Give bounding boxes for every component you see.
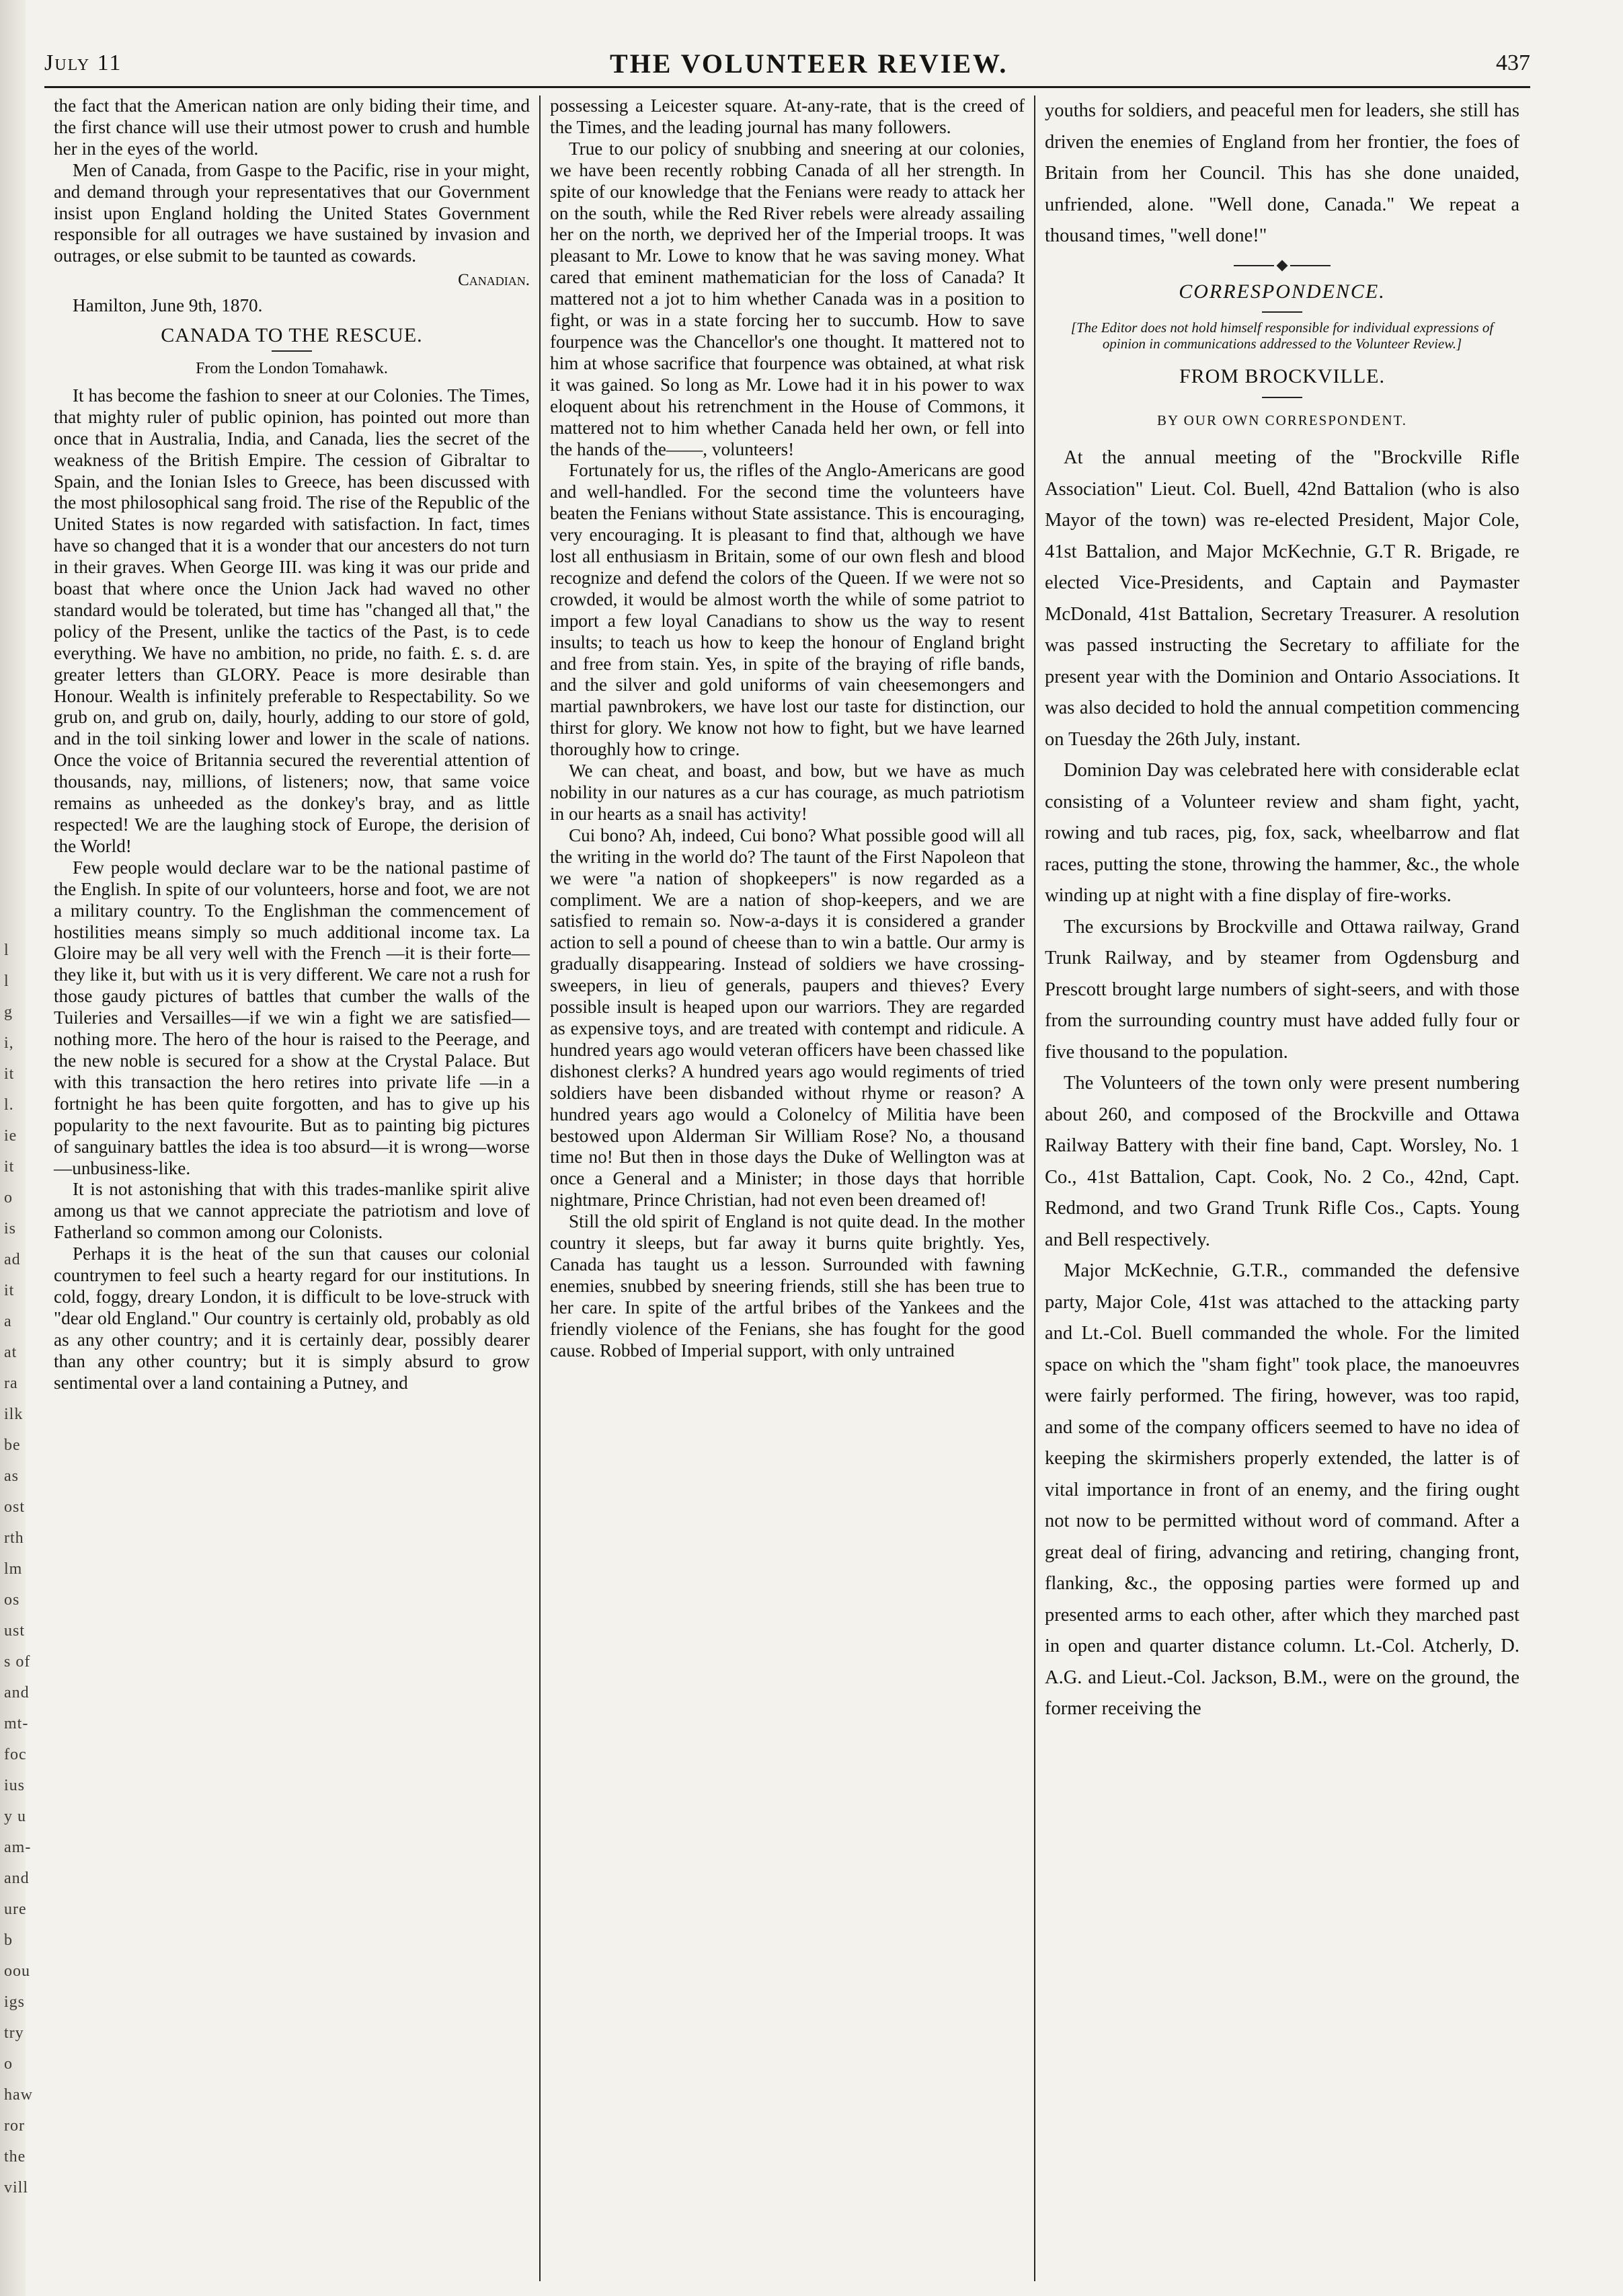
header-rule	[44, 86, 1530, 88]
margin-fragment: am-	[4, 1839, 32, 1856]
margin-fragment: oou	[4, 1962, 30, 1980]
margin-fragment: it	[4, 1158, 15, 1176]
margin-fragment: igs	[4, 1993, 26, 2011]
editor-disclaimer: [The Editor does not hold himself responsible for individual expressions of opinion in communications addressed to the Volunteer Review.]	[1070, 319, 1494, 352]
paragraph: Cui bono? Ah, indeed, Cui bono? What possible good will all the writing in the world do? The taunt of the First Napoleon that we were "a nation of shopkeepers" is now regarded as a compliment. We are a nation of shop-keepers, and we are satisfied to remain so. Now-a-days it is considered a grander action to sell a pound of cheese than to win a battle. Our army is gradually disappearing. Instead of soldiers we have crossing-sweepers, in lieu of generals, paupers and thieves? Every possible insult is heaped upon our warriors. They are regarded as expensive toys, and are treated with contempt and ridicule. A hundred years ago would veteran officers have been chassed like dishonest clerks? A hundred years ago would regiments of tried soldiers have been disbanded without rhyme or reason? A hundred years ago would a Colonelcy of Militia have been bestowed upon Alderman Sir William Rose? No, a thousand time no! But then in those days the Duke of Wellington was at once a General and a Minister; in those days that horrible nightmare, Prince Christian, had not even been dreamed of!	[550, 825, 1025, 1211]
margin-fragment: ra	[4, 1375, 18, 1392]
margin-fragment: the	[4, 2148, 26, 2166]
margin-fragment: o	[4, 2055, 13, 2073]
margin-fragment: l	[4, 972, 9, 990]
margin-fragment: o	[4, 1189, 13, 1207]
letter-signature: Canadian.	[458, 271, 530, 290]
margin-fragment: ost	[4, 1498, 26, 1516]
margin-fragment: foc	[4, 1746, 27, 1763]
paragraph: It has become the fashion to sneer at our Colonies. The Times, that mighty ruler of public opinion, has pointed out more than once that in Australia, India, and Canada, lies the secret of the weakness of the British Empire. The cession of Gibraltar to Spain, and the Ionian Isles to Greece, has been discussed with the most philosophical sang froid. The rise of the Republic of the United States is now regarded with satisfaction. In fact, times have so changed that it is a wonder that our ancesters do not turn in their graves. When George III. was king it was our pride and boast that where once the Union Jack had waved no other standard would be tolerated, but time has "changed all that," the policy of the Present, unlike the tactics of the Past, is to cede everything. We have no ambition, no pride, no faith. £. s. d. are greater letters than GLORY. Peace is more desirable than Honour. Wealth is infinitely preferable to Respectability. So we grub on, and grub on, daily, hourly, adding to our store of gold, and in the toil sinking lower and lower in the scale of nations. Once the voice of Britannia secured the reverential attention of thousands, nay, millions, of listeners; now, that same voice remains as unheeded as the donkey's bray, and as little respected! We are the laughing stock of Europe, the derision of the World!	[54, 385, 530, 856]
paragraph: Men of Canada, from Gaspe to the Pacific, rise in your might, and demand through your representatives that our Government insist upon England holding the United States Government responsible for all outrages we have sustained by invasion and outrages, or else submit to be taunted as cowards.	[54, 159, 530, 266]
margin-fragment: i,	[4, 1034, 14, 1052]
margin-fragment: is	[4, 1220, 17, 1237]
article-title: FROM BROCKVILLE.	[1179, 365, 1386, 387]
margin-fragment: and	[4, 1684, 30, 1701]
paragraph: Perhaps it is the heat of the sun that causes our colonial countrymen to feel such a hearty regard for our institutions. In cold, foggy, dreary London, it is difficult to be love-struck with "dear old England." Our country is certainly old, probably as old as any other country; and it is certainly dear, possibly dearer than any other country; but it is simply absurd to grow sentimental over a land containing a Putney, and	[54, 1243, 530, 1393]
paragraph: Still the old spirit of England is not quite dead. In the mother country it sleeps, but far away it burns quite brightly. Yes, Canada has taught us a lesson. Surrounded with fawning enemies, snubbed by sneering friends, still she has been true to her care. In spite of the artful bribes of the Yankees and the friendly violence of the Fenians, she has fought for the good cause. Robbed of Imperial support, with only untrained	[550, 1211, 1025, 1361]
article-byline: BY OUR OWN CORRESPONDENT.	[1156, 412, 1407, 428]
title-rule	[272, 350, 312, 352]
column-3	[1034, 95, 1529, 2281]
margin-fragment: vill	[4, 2179, 29, 2196]
section-title: CORRESPONDENCE.	[1179, 280, 1386, 303]
margin-fragment: ie	[4, 1127, 17, 1145]
text-columns	[44, 95, 1530, 2281]
paragraph: The Volunteers of the town only were present numbering about 260, and composed of the Brockville and Ottawa Railway Battery with their fine band, Capt. Worsley, No. 1 Co., 41st Battalion, Capt. Cook, No. 2 Co., 42nd, Capt. Redmond, and two Grand Trunk Rifle Cos., Capts. Young and Bell respectively.	[1045, 1073, 1519, 1250]
margin-fragment: ust	[4, 1622, 26, 1640]
margin-fragment: l	[4, 942, 9, 959]
paragraph: We can cheat, and boast, and bow, but we have as much nobility in our natures as a cur has courage, as much patriotism in our hearts as a snail has activity!	[550, 761, 1025, 824]
paragraph: possessing a Leicester square. At-any-rate, that is the creed of the Times, and the leading journal has many followers.	[550, 95, 1025, 137]
margin-fragment: l.	[4, 1096, 14, 1114]
paragraph: Major McKechnie, G.T.R., commanded the defensive party, Major Cole, 41st was attached to the attacking party and Lt.-Col. Buell commanded the whole. For the limited space on which the "sham fight" took place, the manoeuvres were fairly performed. The firing, however, was too rapid, and some of the company officers seemed to have no idea of keeping the skirmishers properly extended, the latter is of vital importance in front of an enemy, and the firing ought not now to be permitted without word of command. After a great deal of firing, advancing and retiring, changing front, flanking, &c., the opposing parties were formed up and presented arms to each other, after which they marched past in open and quarter distance column. Lt.-Col. Atcherly, D. A.G. and Lieut.-Col. Jackson, B.M., were on the ground, the former receiving the	[1045, 1260, 1519, 1719]
margin-fragment: a	[4, 1313, 12, 1330]
ornament-divider	[1045, 262, 1519, 270]
margin-fragment: ure	[4, 1901, 27, 1918]
running-header	[44, 43, 1530, 83]
margin-fragment: it	[4, 1065, 15, 1083]
margin-fragment: os	[4, 1591, 20, 1609]
margin-fragment: s of	[4, 1653, 31, 1671]
section-rule	[1262, 311, 1302, 313]
article-title: CANADA TO THE RESCUE.	[161, 324, 423, 347]
binding-margin	[0, 0, 29, 2296]
margin-fragment: mt-	[4, 1715, 29, 1732]
margin-fragment: be	[4, 1437, 21, 1454]
paragraph: the fact that the American nation are only biding their time, and the first chance will use their utmost power to crush and humble her in the eyes of the world.	[54, 95, 530, 159]
margin-fragment: rth	[4, 1529, 24, 1547]
margin-fragment: lm	[4, 1560, 23, 1578]
paragraph: The excursions by Brockville and Ottawa railway, Grand Trunk Railway, and by steamer from Ogdensburg and Prescott brought large numbers of sight-seers, and with those from the surrounding country must have added fully four or five thousand to the population.	[1045, 916, 1519, 1063]
paragraph: True to our policy of snubbing and sneering at our colonies, we have been recently robbing Canada of all her strength. In spite of our knowledge that the Fenians were ready to attack her on the south, while the Red River rebels were already assailing her on the north, we deprived her of the Imperial troops. It was pleasant to Mr. Lowe to know that he was saving money. What cared that eminent mathematician for the loss of Canada? It mattered not a jot to him whether Canada was in a position to fight, or was in a state forcing her to succumb. How to save fourpence was the Chancellor's one thought. It mattered not to him at whose sacrifice that fourpence was obtained, at what risk it was gained. So long as Mr. Lowe had it in his power to wax eloquent about his retrenchment in the House of Commons, it mattered not to him whether Canada held her own, or fell into the hands of the——, volunteers!	[550, 138, 1025, 459]
page-number: 437	[1495, 50, 1530, 75]
column-1	[44, 95, 539, 2281]
margin-fragment: ius	[4, 1777, 26, 1794]
letter-dateline: Hamilton, June 9th, 1870.	[73, 295, 263, 316]
paragraph: At the annual meeting of the "Brockville Rifle Association" Lieut. Col. Buell, 42nd Battalion (who is also Mayor of the town) was re-elected President, Major Cole, 41st Battalion, and Major McKechnie, G.T R. Brigade, re elected Vice-Presidents, and Captain and Paymaster McDonald, 41st Battalion, Secretary Treasurer. A resolution was passed instructing the Secretary to affiliate for the present year with the Dominion and Ontario Associations. It was also decided to hold the annual competition commencing on Tuesday the 26th July, instant.	[1045, 447, 1519, 750]
margin-fragment: it	[4, 1282, 15, 1299]
margin-fragment: ad	[4, 1251, 21, 1268]
margin-fragment: try	[4, 2024, 24, 2042]
article-source: From the London Tomahawk.	[196, 359, 388, 377]
column-2	[539, 95, 1034, 2281]
margin-fragment: ror	[4, 2117, 25, 2135]
margin-fragment: as	[4, 1467, 19, 1485]
margin-fragment: b	[4, 1931, 13, 1949]
margin-fragment: haw	[4, 2086, 33, 2104]
margin-fragment: ilk	[4, 1406, 24, 1423]
title-rule	[1262, 397, 1302, 398]
margin-fragment: g	[4, 1003, 13, 1021]
paragraph: It is not astonishing that with this trades-manlike spirit alive among us that we cannot appreciate the patriotism and love of Fatherland so common among our Colonists.	[54, 1179, 530, 1243]
margin-fragment: y u	[4, 1808, 26, 1825]
paragraph: youths for soldiers, and peaceful men for leaders, she still has driven the enemies of England from her frontier, the foes of Britain from her Council. This has she done unaided, unfriended, alone. "Well done, Canada." We repeat a thousand times, "well done!"	[1045, 100, 1519, 246]
header-date: July 11	[44, 50, 122, 75]
paragraph: Fortunately for us, the rifles of the Anglo-Americans are good and well-handled. For the second time the volunteers have beaten the Fenians without State assistance. This is encouraging, very encouraging. It is pleasant to find that, although we have lost all enthusiasm in Britain, some of our own flesh and blood recognize and defend the colors of the Queen. If we were not so crowded, it would be almost worth the while of some patriot to import a few loyal Canadians to show us the way to resent insults; to teach us how to keep the honour of England bright and free from stain. Yes, in spite of the braying of rifle bands, and the silver and gold uniforms of vain cheesemongers and martial pawnbrokers, we have lost our taste for distinction, our thirst for glory. We know not how to fight, but we have learned thoroughly how to cringe.	[550, 460, 1025, 760]
paragraph: Few people would declare war to be the national pastime of the English. In spite of our volunteers, horse and foot, we are not a military country. To the Englishman the commencement of hostilities means simply so much additional income tax. La Gloire may be all very well with the French —it is their forte—they like it, but with us it is very different. We care not a rush for those gaudy pictures of battles that cumber the walls of the Tuileries and Versailles—if we win a fight we are satisfied—nothing more. The hero of the hour is raised to the Peerage, and the new noble is secured for a show at the Crystal Palace. But with this transaction the hero retires into private life —in a fortnight he has been quite forgotten, and has to give up his popularity to the next favourite. But as to painting big pictures of sanguinary battles the idea is too absurd—it is wrong—worse—unbusiness-like.	[54, 857, 530, 1178]
margin-fragment: at	[4, 1344, 17, 1361]
header-title: THE VOLUNTEER REVIEW.	[610, 48, 1008, 79]
paragraph: Dominion Day was celebrated here with considerable eclat consisting of a Volunteer review and sham fight, yacht, rowing and tub races, pig, fox, sack, wheelbarrow and flat races, putting the stone, throwing the hammer, &c., the whole winding up at night with a fine display of fire-works.	[1045, 760, 1519, 906]
margin-fragment: and	[4, 1870, 30, 1887]
